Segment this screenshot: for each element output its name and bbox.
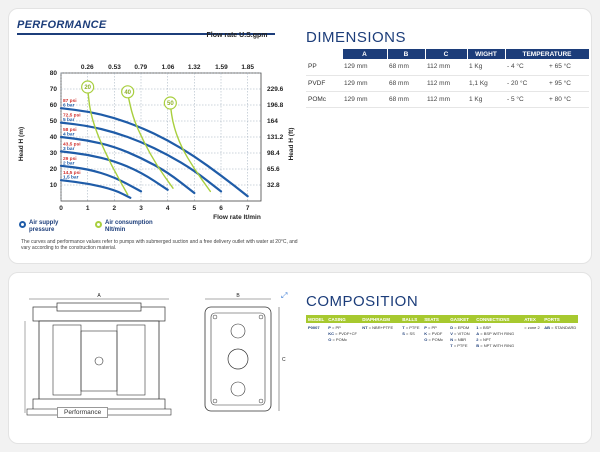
composition-table: [306, 315, 578, 351]
dimensions-cell-w: 1 Kg: [467, 91, 505, 107]
composition-option: P = PP: [328, 325, 341, 330]
bottom-tick-label: 1: [85, 205, 90, 212]
pressure-bar-label: 5 bar: [63, 118, 75, 124]
dim-header-temperature: TEMPERATURE: [505, 49, 589, 59]
bottom-axis-title: Flow rate lt/min: [213, 214, 261, 221]
dimensions-cell-c: 112 mm: [425, 91, 467, 107]
left-tick-label: 20: [49, 166, 57, 173]
dimensions-cell-c: 112 mm: [425, 75, 467, 91]
consumption-label: 20: [84, 85, 92, 91]
composition-title: COMPOSITION: [306, 293, 419, 310]
dimensions-cell-b: 68 mm: [387, 59, 425, 75]
composition-atex: [522, 323, 542, 351]
left-tick-label: 40: [49, 134, 57, 141]
dimensions-cell-t1: - 4 °C: [505, 59, 547, 75]
composition-option: S = SS: [402, 331, 415, 336]
composition-option: O = POMc: [424, 337, 444, 342]
pressure-psi-label: 58 psi: [63, 128, 77, 133]
composition-option: D = EPDM: [450, 325, 470, 330]
performance-dimensions-card: [8, 8, 592, 264]
composition-option: N = NBR: [450, 337, 467, 342]
right-tick-label: 196.8: [267, 102, 284, 110]
composition-header-ports: PORTS: [542, 315, 578, 323]
composition-option: K = PVDF: [424, 331, 443, 336]
dimension-c-label: C: [282, 357, 286, 363]
composition-header-atex: ATEX: [522, 315, 542, 323]
composition-seats: [422, 323, 448, 351]
bottom-tick-label: 4: [165, 205, 170, 212]
right-tick-label: 229.6: [267, 86, 284, 94]
pressure-bar-label: 6 bar: [63, 103, 75, 109]
pressure-psi-label: 87 psi: [63, 99, 77, 105]
dimensions-cell-t1: - 20 °C: [505, 75, 547, 91]
top-axis-title: Flow rate U.S.gpm: [206, 32, 268, 39]
composition-header-model: MODEL: [308, 316, 325, 322]
top-tick-label: 0.53: [108, 64, 121, 71]
top-tick-label: 1.85: [241, 64, 255, 71]
bottom-tick-label: 3: [139, 205, 143, 212]
dimensions-row: [306, 59, 589, 75]
composition-option: O = POMc: [328, 337, 348, 342]
composition-header-casing: CASING: [326, 315, 360, 323]
dimensions-cell-b: 68 mm: [387, 75, 425, 91]
consumption-label: 50: [166, 101, 174, 107]
bottom-tick-label: 7: [245, 205, 250, 212]
composition-header-gasket: GASKET: [448, 315, 474, 323]
performance-chart: [9, 29, 299, 229]
pressure-psi-label: 43,5 psi: [63, 142, 81, 148]
dim-header-blank: [306, 49, 342, 59]
dimensions-cell-w: 1,1 Kg: [467, 75, 505, 91]
performance-title: PERFORMANCE: [17, 19, 107, 31]
right-tick-label: 164: [267, 118, 278, 126]
dimensions-cell-b: 68 mm: [387, 91, 425, 107]
top-tick-label: 1.59: [215, 64, 228, 71]
right-axis-title: Head H (ft): [288, 127, 295, 161]
dimensions-cell-c: 112 mm: [425, 59, 467, 75]
left-tick-label: 70: [49, 86, 57, 93]
dimensions-row: [306, 75, 589, 91]
right-tick-label: 98.4: [267, 150, 280, 158]
top-tick-label: 0.79: [134, 64, 148, 71]
left-tick-label: 80: [49, 70, 57, 77]
zoom-icon[interactable]: ⤢: [281, 291, 288, 300]
composition-header-balls: BALLS: [400, 315, 422, 323]
pressure-psi-label: 29 psi: [63, 156, 77, 162]
composition-option: B = NPT WITH RING: [476, 343, 515, 348]
air-supply-legend-dot: [19, 221, 26, 228]
dimensions-cell-t2: + 80 °C: [547, 91, 589, 107]
dim-header-a: A: [342, 49, 387, 59]
dim-header-weight: WIGHT: [467, 49, 505, 59]
pressure-bar-label: 2 bar: [63, 161, 75, 167]
bottom-tick-label: 0: [59, 205, 63, 212]
composition-option: T = PTFE: [450, 343, 468, 348]
dimensions-cell-t1: - 5 °C: [505, 91, 547, 107]
top-tick-label: 1.06: [161, 64, 175, 71]
dimensions-cell-a: 129 mm: [342, 59, 387, 75]
right-tick-label: 32.8: [267, 182, 280, 190]
dimensions-cell-t2: + 95 °C: [547, 75, 589, 91]
pressure-psi-label: 14,5 psi: [63, 171, 81, 177]
pump-front-drawing: [23, 291, 173, 421]
dimensions-row: [306, 91, 589, 107]
composition-card: [8, 272, 592, 444]
top-tick-label: 1.32: [187, 64, 201, 71]
top-tick-label: 0.26: [80, 64, 94, 71]
composition-diaphragm: [360, 323, 400, 351]
dim-header-c: C: [425, 49, 467, 59]
dimension-b-label: B: [236, 293, 240, 299]
composition-header-diaphragm: DIAPHRAGM: [360, 315, 400, 323]
performance-note: The curves and performance values refer to pumps with submerged suction and a free delivery outlet with water at 20°C, and vary according to the construction material.: [21, 239, 298, 251]
composition-option: NT = NBR+PTFE: [362, 325, 394, 330]
dimensions-cell-t2: + 65 °C: [547, 59, 589, 75]
bottom-tick-label: 5: [192, 205, 197, 212]
composition-option: V = VITON: [450, 331, 470, 336]
composition-option: P = PP: [424, 325, 437, 330]
left-tick-label: 10: [49, 182, 57, 189]
consumption-label: 40: [124, 89, 132, 96]
dimensions-cell-label: PP: [306, 59, 342, 75]
dimensions-cell-a: 129 mm: [342, 91, 387, 107]
dimensions-cell-label: POMc: [306, 91, 342, 107]
dimension-a-label: A: [97, 293, 101, 299]
composition-option: A = BSP WITH RING: [476, 331, 515, 336]
composition-option: 2 = NPT: [476, 337, 492, 342]
composition-header-connections: CONNECTIONS: [474, 315, 522, 323]
left-tick-label: 50: [49, 118, 57, 125]
composition-casing: [326, 323, 360, 351]
pressure-psi-label: 72,5 psi: [63, 113, 81, 119]
left-axis-title: Head H (m): [18, 126, 25, 162]
air-consumption-legend-label: Air consumption Nlt/min: [105, 220, 153, 233]
composition-ports: [542, 323, 578, 351]
composition-gasket: [448, 323, 474, 351]
air-supply-legend-label: Air supply pressure: [29, 220, 59, 233]
performance-caption-button[interactable]: Performance: [57, 407, 108, 418]
composition-option: T = PTFE: [402, 325, 420, 330]
composition-option: KC = PVDF+CF: [328, 331, 357, 336]
composition-option: 1 = BSP: [476, 325, 492, 330]
dimensions-cell-a: 129 mm: [342, 75, 387, 91]
bottom-tick-label: 2: [112, 205, 117, 212]
pressure-bar-label: 3 bar: [63, 146, 75, 152]
pump-side-drawing: [195, 291, 285, 421]
composition-balls: [400, 323, 422, 351]
dimensions-cell-label: PVDF: [306, 75, 342, 91]
composition-header-seats: SEATS: [422, 315, 448, 323]
dim-header-b: B: [387, 49, 425, 59]
dimensions-cell-w: 1 Kg: [467, 59, 505, 75]
air-consumption-legend-dot: [95, 221, 102, 228]
composition-model: P0007: [308, 325, 320, 330]
composition-connections: [474, 323, 522, 351]
right-tick-label: 65.6: [267, 166, 280, 174]
pressure-bar-label: 1,5 bar: [63, 175, 79, 181]
left-tick-label: 60: [49, 102, 57, 109]
right-tick-label: 131.2: [267, 134, 284, 142]
composition-option: = zone 2: [524, 325, 540, 330]
bottom-tick-label: 6: [219, 205, 223, 212]
dimensions-title: DIMENSIONS: [306, 29, 407, 46]
dimensions-table: [306, 49, 590, 108]
left-tick-label: 30: [49, 150, 57, 157]
pressure-bar-label: 4 bar: [63, 132, 75, 138]
composition-option: AB = STANDARD: [544, 325, 577, 330]
